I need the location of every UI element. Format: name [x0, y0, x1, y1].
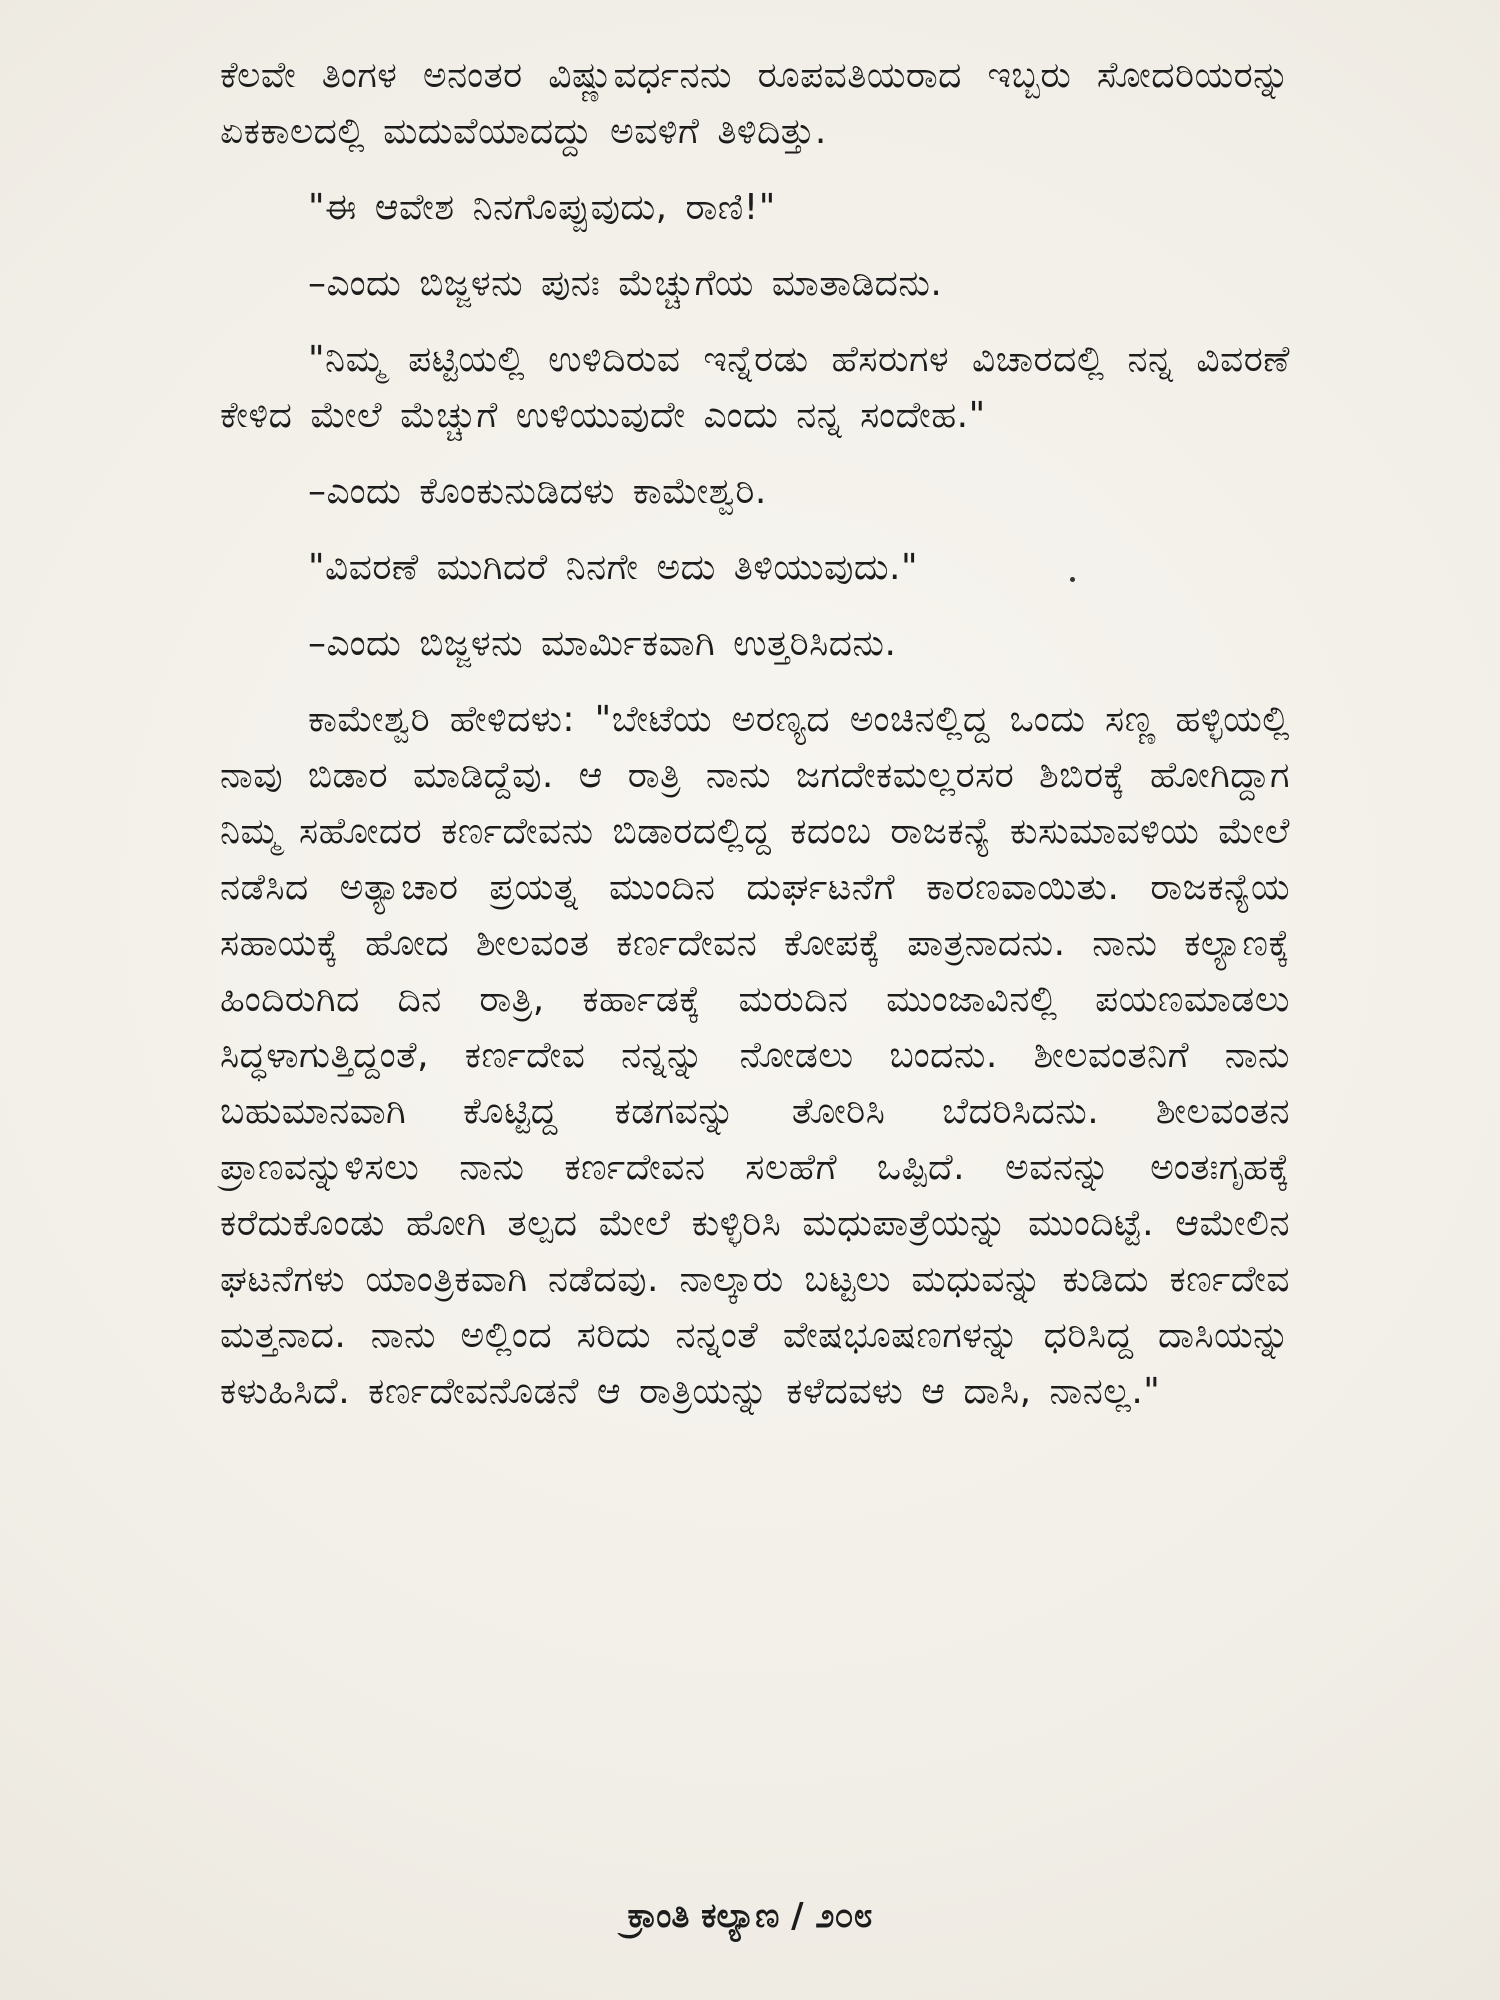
- page-footer: ಕ್ರಾಂತಿ ಕಲ್ಯಾಣ / ೨೦೮: [627, 1896, 873, 1936]
- page-body-text: [220, 48, 1290, 1440]
- paragraph-2: "ಈ ಆವೇಶ ನಿನಗೊಪ್ಪುವುದು, ರಾಣಿ!": [308, 187, 776, 228]
- paragraph-5: –ಎಂದು ಕೊಂಕುನುಡಿದಳು ಕಾಮೇಶ್ವರಿ.: [308, 471, 767, 512]
- paragraph-4: "ನಿಮ್ಮ ಪಟ್ಟಿಯಲ್ಲಿ ಉಳಿದಿರುವ ಇನ್ನೆರಡು ಹೆಸರುಗಳ ವಿಚಾರದಲ್ಲಿ ನನ್ನ ವಿವರಣೆ ಕೇಳಿದ ಮೇಲೆ ಮೆಚ್ಚುಗೆ ಉಳಿಯುವುದೇ ಎಂದು ನನ್ನ ಸಂದೇಹ.": [220, 339, 1290, 436]
- paragraph-6: "ವಿವರಣೆ ಮುಗಿದರೆ ನಿನಗೇ ಅದು ತಿಳಿಯುವುದು.": [308, 547, 919, 588]
- paragraph-1: ಕೆಲವೇ ತಿಂಗಳ ಅನಂತರ ವಿಷ್ಣುವರ್ಧನನು ರೂಪವತಿಯರಾದ ಇಬ್ಬರು ಸೋದರಿಯರನ್ನು ಏಕಕಾಲದಲ್ಲಿ ಮದುವೆಯಾದದ್ದು ಅವಳಿಗೆ ತಿಳಿದಿತ್ತು.: [220, 55, 1290, 152]
- paragraph-3: –ಎಂದು ಬಿಜ್ಜಳನು ಪುನಃ ಮೆಚ್ಚುಗೆಯ ಮಾತಾಡಿದನು.: [308, 263, 943, 304]
- paragraph-8: ಕಾಮೇಶ್ವರಿ ಹೇಳಿದಳು: "ಬೇಟೆಯ ಅರಣ್ಯದ ಅಂಚಿನಲ್ಲಿದ್ದ ಒಂದು ಸಣ್ಣ ಹಳ್ಳಿಯಲ್ಲಿ ನಾವು ಬಿಡಾರ ಮಾಡಿದ್ದೆವು. ಆ ರಾತ್ರಿ ನಾನು ಜಗದೇಕಮಲ್ಲರಸರ ಶಿಬಿರಕ್ಕೆ ಹೋಗಿದ್ದಾಗ ನಿಮ್ಮ ಸಹೋದರ ಕರ್ಣದೇವನು ಬಿಡಾರದಲ್ಲಿದ್ದ ಕದಂಬ ರಾಜಕನ್ಯೆ ಕುಸುಮಾವಳಿಯ ಮೇಲೆ ನಡೆಸಿದ ಅತ್ಯಾಚಾರ ಪ್ರಯತ್ನ ಮುಂದಿನ ದುರ್ಘಟನೆಗೆ ಕಾರಣವಾಯಿತು. ರಾಜಕನ್ಯೆಯ ಸಹಾಯಕ್ಕೆ ಹೋದ ಶೀಲವಂತ ಕರ್ಣದೇವನ ಕೋಪಕ್ಕೆ ಪಾತ್ರನಾದನು. ನಾನು ಕಲ್ಯಾಣಕ್ಕೆ ಹಿಂದಿರುಗಿದ ದಿನ ರಾತ್ರಿ, ಕರ್ಹಾಡಕ್ಕೆ ಮರುದಿನ ಮುಂಜಾವಿನಲ್ಲಿ ಪಯಣಮಾಡಲು ಸಿದ್ಧಳಾಗುತ್ತಿದ್ದಂತೆ, ಕರ್ಣದೇವ ನನ್ನನ್ನು ನೋಡಲು ಬಂದನು. ಶೀಲವಂತನಿಗೆ ನಾನು ಬಹುಮಾನವಾಗಿ ಕೊಟ್ಟಿದ್ದ ಕಡಗವನ್ನು ತೋರಿಸಿ ಬೆದರಿಸಿದನು. ಶೀಲವಂತನ ಪ್ರಾಣವನ್ನುಳಿಸಲು ನಾನು ಕರ್ಣದೇವನ ಸಲಹೆಗೆ ಒಪ್ಪಿದೆ. ಅವನನ್ನು ಅಂತಃಗೃಹಕ್ಕೆ ಕರೆದುಕೊಂಡು ಹೋಗಿ ತಲ್ಪದ ಮೇಲೆ ಕುಳ್ಳಿರಿಸಿ ಮಧುಪಾತ್ರೆಯನ್ನು ಮುಂದಿಟ್ಟೆ. ಆಮೇಲಿನ ಘಟನೆಗಳು ಯಾಂತ್ರಿಕವಾಗಿ ನಡೆದವು. ನಾಲ್ಕಾರು ಬಟ್ಟಲು ಮಧುವನ್ನು ಕುಡಿದು ಕರ್ಣದೇವ ಮತ್ತನಾದ. ನಾನು ಅಲ್ಲಿಂದ ಸರಿದು ನನ್ನಂತೆ ವೇಷಭೂಷಣಗಳನ್ನು ಧರಿಸಿದ್ದ ದಾಸಿಯನ್ನು ಕಳುಹಿಸಿದೆ. ಕರ್ಣದೇವನೊಡನೆ ಆ ರಾತ್ರಿಯನ್ನು ಕಳೆದವಳು ಆ ದಾಸಿ, ನಾನಲ್ಲ.": [220, 699, 1290, 1412]
- stray-ink-dot: [1070, 577, 1075, 582]
- paragraph-7: –ಎಂದು ಬಿಜ್ಜಳನು ಮಾರ್ಮಿಕವಾಗಿ ಉತ್ತರಿಸಿದನು.: [308, 623, 897, 664]
